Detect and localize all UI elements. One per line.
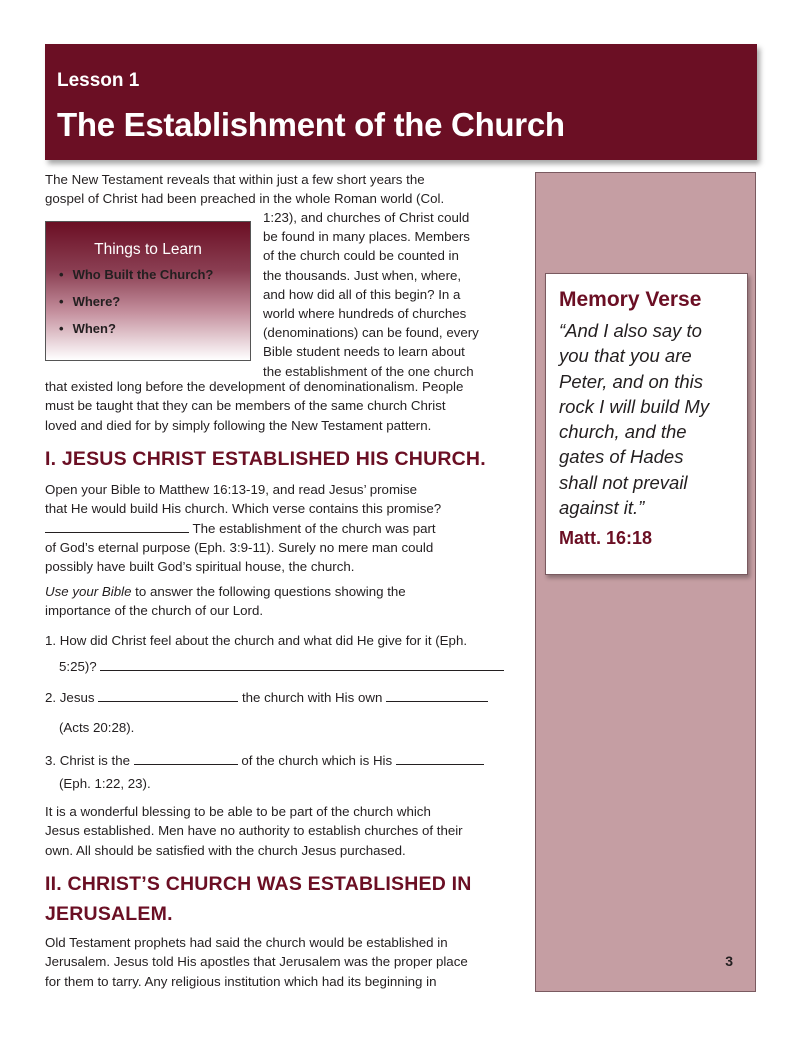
text-span: 5:25)? bbox=[59, 659, 97, 674]
fill-in-blank[interactable] bbox=[45, 520, 189, 533]
question-1-line-2 bbox=[59, 658, 504, 674]
lesson-label: Lesson 1 bbox=[57, 70, 140, 91]
things-to-learn-list bbox=[46, 267, 250, 348]
text-line: loved and died for by simply following the New Testament pattern. bbox=[45, 417, 432, 433]
italic-span: Use your Bible bbox=[45, 584, 132, 599]
list-item: • Where? bbox=[59, 294, 250, 321]
text-line: be found in many places. Members bbox=[263, 229, 470, 245]
list-item: • Who Built the Church? bbox=[59, 267, 250, 294]
fill-in-blank[interactable] bbox=[134, 752, 238, 765]
lesson-banner bbox=[45, 44, 757, 160]
section-1-closing bbox=[45, 802, 525, 860]
text-line: the establishment of the one church bbox=[263, 363, 474, 379]
verse-line: you that you are bbox=[559, 345, 692, 367]
question-1-line-1: 1. How did Christ feel about the church and what did He give for it (Eph. bbox=[45, 633, 468, 648]
text-span: The establishment of the church was part bbox=[192, 520, 436, 536]
text-line: gospel of Christ had been preached in the whole Roman world (Col. bbox=[45, 191, 445, 207]
text-line: Open your Bible to Matthew 16:13-19, and read Jesus’ promise bbox=[45, 482, 418, 497]
verse-line: church, and the bbox=[559, 421, 687, 443]
verse-line: Peter, and on this bbox=[559, 370, 703, 392]
intro-paragraph-wrap bbox=[263, 208, 525, 381]
things-to-learn-box bbox=[45, 221, 251, 361]
memory-verse-reference: Matt. 16:18 bbox=[559, 528, 653, 549]
section-2-heading-line-2: JERUSALEM. bbox=[45, 903, 173, 925]
section-1-paragraph bbox=[45, 480, 525, 576]
text-line: the thousands. Just when, where, bbox=[263, 267, 462, 283]
fill-in-blank[interactable] bbox=[386, 689, 488, 702]
memory-verse-box bbox=[545, 273, 748, 575]
verse-line: gates of Hades bbox=[559, 446, 684, 468]
question-3-line-1 bbox=[45, 752, 484, 768]
text-line: It is a wonderful blessing to be able to be part of the church which bbox=[45, 804, 431, 819]
text-line: for them to tarry. Any religious institution which had its beginning in bbox=[45, 973, 437, 989]
things-to-learn-title: Things to Learn bbox=[94, 241, 202, 258]
text-line: of the church could be counted in bbox=[263, 248, 459, 264]
memory-verse-text bbox=[559, 318, 737, 520]
text-span: of the church which is His bbox=[241, 753, 393, 768]
section-1-heading: I. JESUS CHRIST ESTABLISHED HIS CHURCH. bbox=[45, 448, 486, 470]
text-line: Bible student needs to learn about bbox=[263, 344, 465, 360]
question-2-line-2: (Acts 20:28). bbox=[59, 720, 135, 735]
list-item: • When? bbox=[59, 321, 250, 348]
memory-verse-title: Memory Verse bbox=[559, 288, 702, 311]
section-2-heading-line-1: II. CHRIST’S CHURCH WAS ESTABLISHED IN bbox=[45, 873, 472, 895]
text-line bbox=[45, 582, 525, 601]
text-span: to answer the following questions showing the bbox=[131, 584, 406, 599]
page-number: 3 bbox=[725, 953, 733, 969]
text-line: and how did all of this begin? In a bbox=[263, 286, 461, 302]
text-line: importance of the church of our Lord. bbox=[45, 603, 264, 619]
lesson-title: The Establishment of the Church bbox=[57, 106, 565, 143]
fill-in-blank[interactable] bbox=[100, 658, 504, 671]
text-line: 1:23), and churches of Christ could bbox=[263, 210, 470, 225]
fill-in-blank[interactable] bbox=[396, 752, 484, 765]
text-line: possibly have built God’s spiritual house, the church. bbox=[45, 559, 355, 575]
verse-line: against it.” bbox=[559, 497, 645, 519]
text-span: the church with His own bbox=[241, 690, 383, 705]
verse-line: “And I also say to bbox=[559, 320, 702, 341]
text-line: (denominations) can be found, every bbox=[263, 325, 479, 341]
section-2-paragraph bbox=[45, 933, 525, 991]
text-line: that He would build His church. Which verse contains this promise? bbox=[45, 501, 442, 517]
text-line: own. All should be satisfied with the church Jesus purchased. bbox=[45, 842, 406, 858]
verse-line: rock I will build My bbox=[559, 395, 710, 417]
text-line: The New Testament reveals that within just a few short years the bbox=[45, 172, 425, 187]
section-1-instruction bbox=[45, 582, 525, 621]
intro-paragraph-bottom bbox=[45, 377, 525, 435]
text-span: 2. Jesus bbox=[45, 690, 95, 705]
text-line: of God’s eternal purpose (Eph. 3:9-11). Surely no mere man could bbox=[45, 539, 434, 555]
text-line: that existed long before the development of denominationalism. People bbox=[45, 379, 464, 394]
question-3-line-2: (Eph. 1:22, 23). bbox=[59, 776, 151, 791]
fill-in-blank[interactable] bbox=[98, 689, 238, 702]
text-span: 3. Christ is the bbox=[45, 753, 130, 768]
text-line: Old Testament prophets had said the church would be established in bbox=[45, 935, 448, 950]
verse-line: shall not prevail bbox=[559, 471, 688, 493]
text-line: Jesus established. Men have no authority to establish churches of their bbox=[45, 823, 463, 839]
text-line: Jerusalem. Jesus told His apostles that Jerusalem was the proper place bbox=[45, 954, 468, 970]
text-line: world where hundreds of churches bbox=[263, 306, 467, 322]
question-2-line-1 bbox=[45, 689, 488, 705]
text-line-with-blank bbox=[45, 519, 525, 538]
intro-paragraph-top bbox=[45, 170, 525, 209]
text-line: must be taught that they can be members of the same church Christ bbox=[45, 398, 446, 414]
